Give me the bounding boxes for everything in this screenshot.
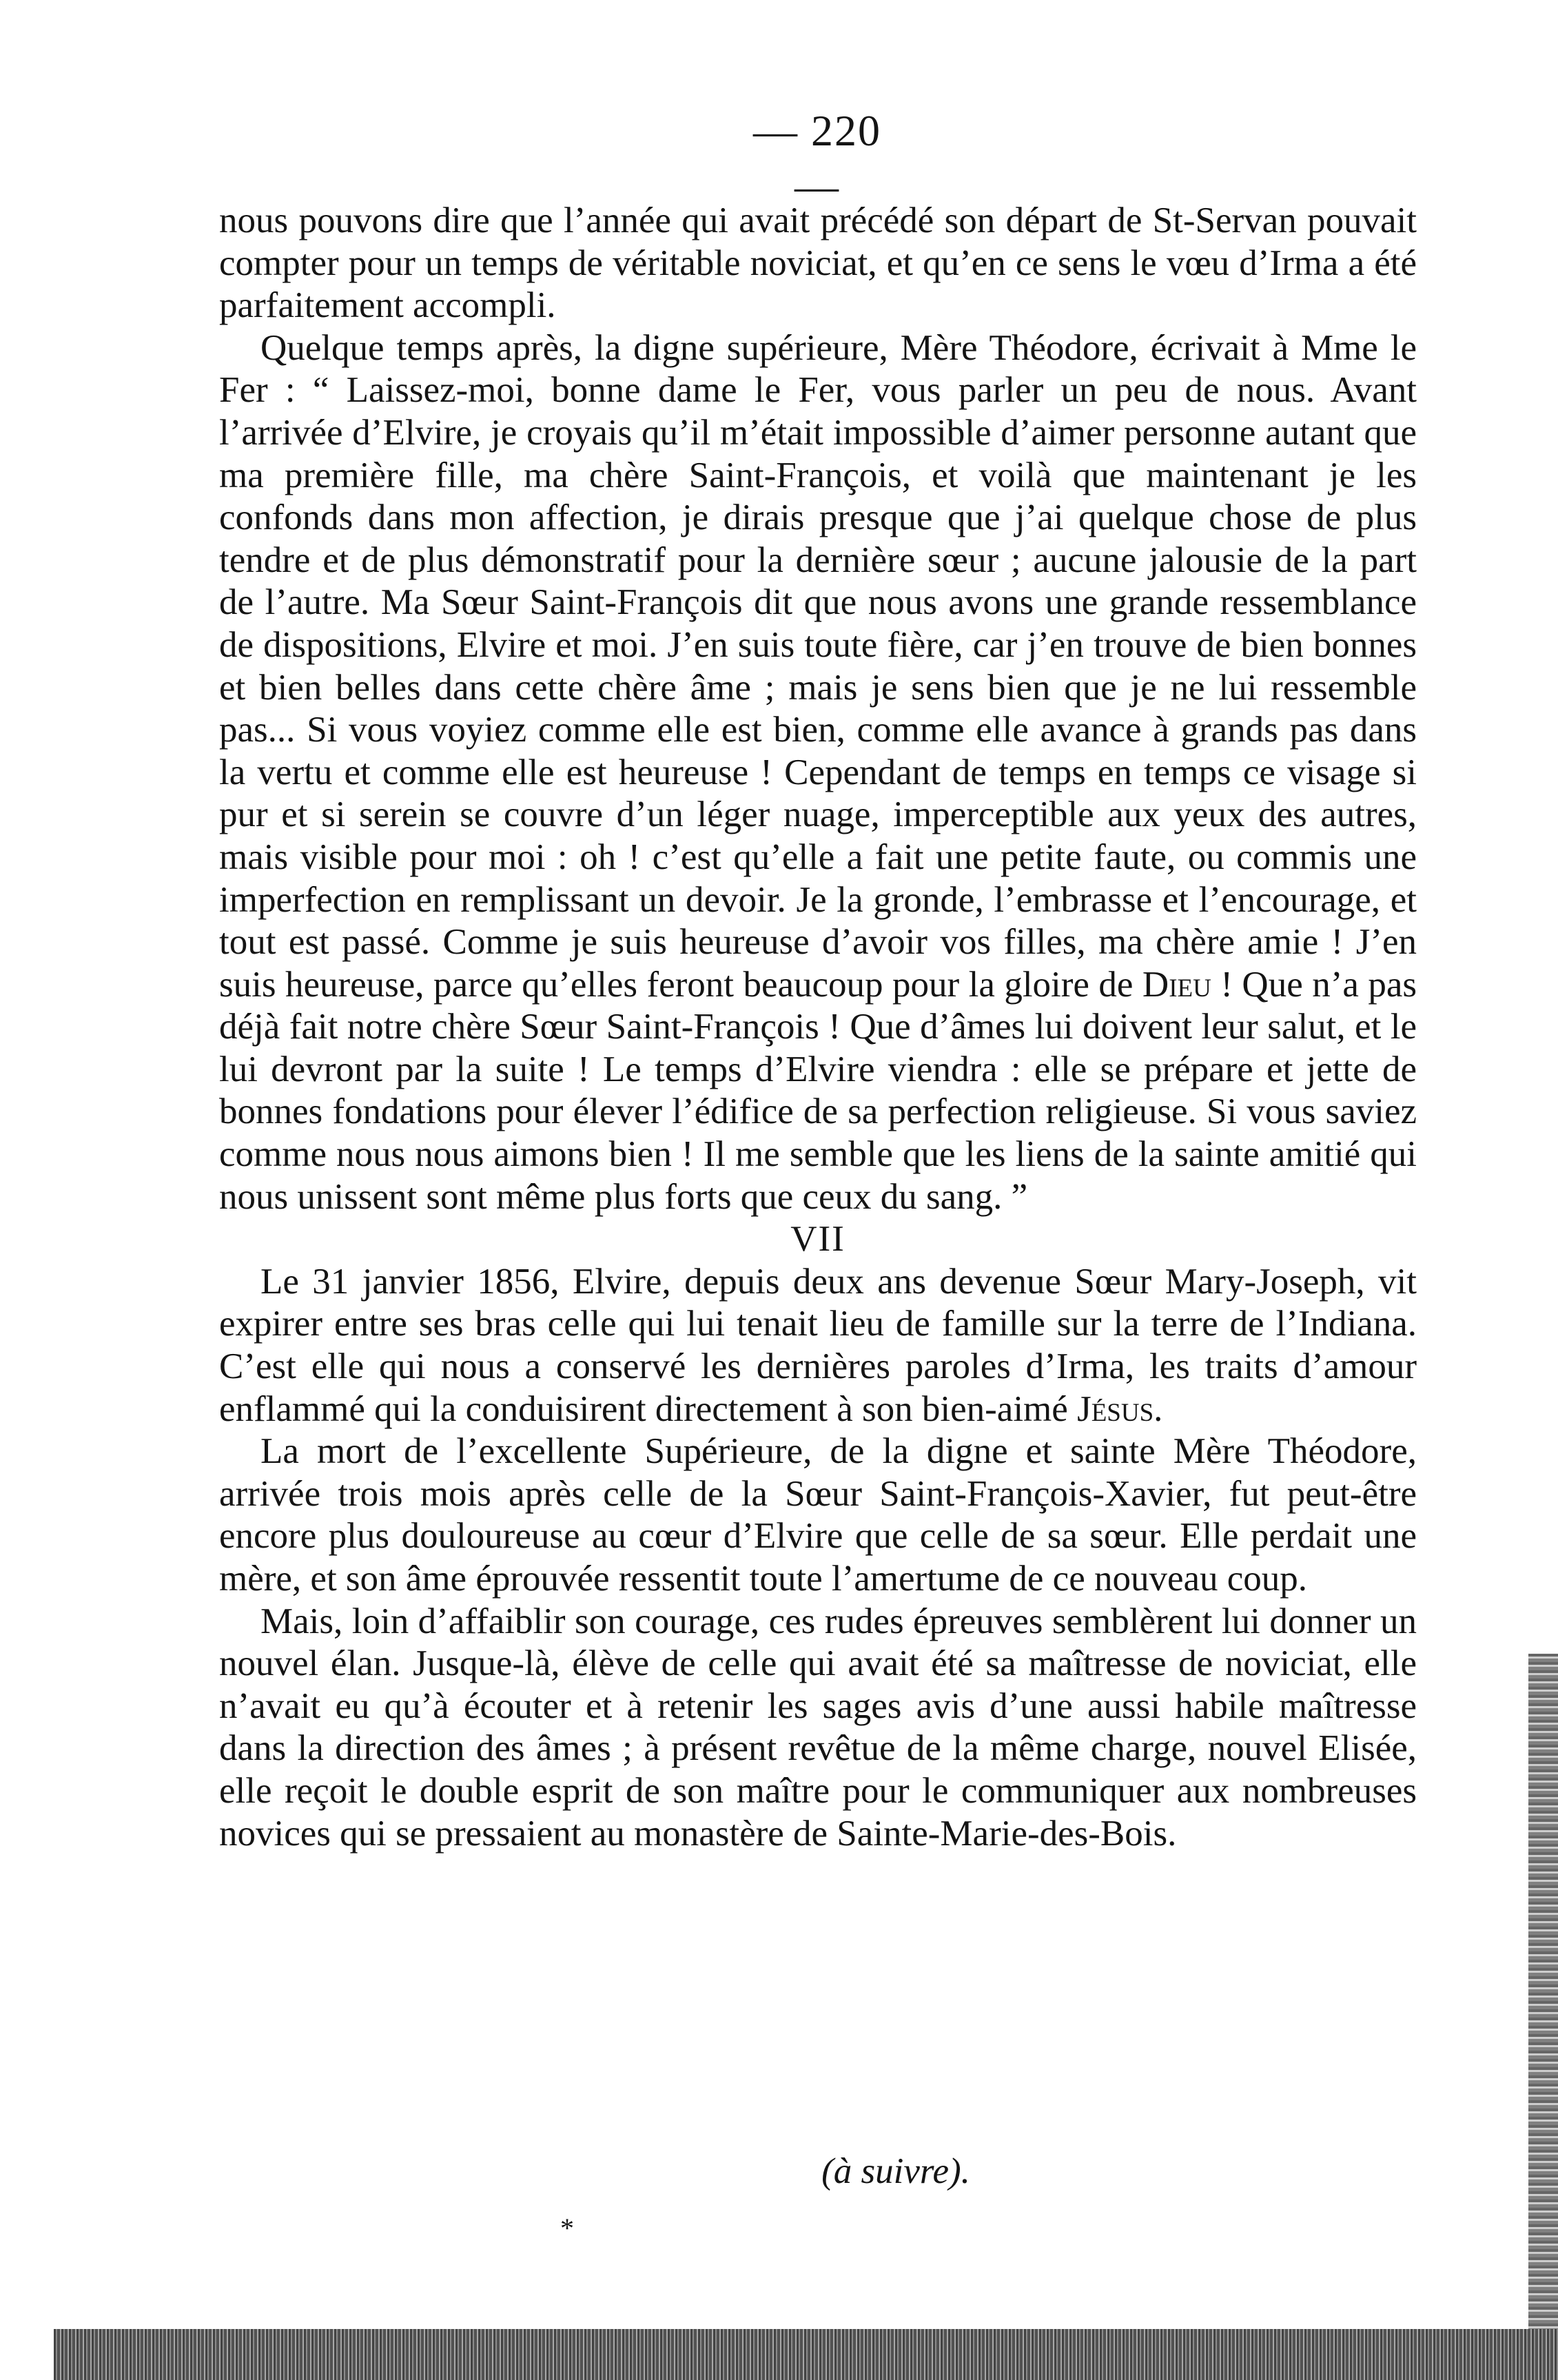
section-1-text: Le 31 janvier 1856, Elvire, depuis deux ans devenue Sœur Mary-Joseph, vit expirer entre ses bras celle qui lui tenait lieu de famille sur la terre de l’Indiana. C’est elle qui nous a conservé les dernières paroles d’Irma, les traits d’amour enflammé qui la conduisirent directement à son bien-aimé	[219, 1261, 1417, 1429]
paragraph-letter	[219, 327, 1417, 1218]
letter-text-end: ! Que n’a pas déjà fait notre chère Sœur Saint-François ! Que d’âmes lui doivent leur salut, et le lui devront par la suite ! Le temps d’Elvire viendra : elle se prépare et jette de bonnes fondations pour élever l’édifice de sa perfection religieuse. Si vous saviez comme nous nous aimons bien ! Il me semble que les liens de la sainte amitié qui nous unissent sont même plus forts que ceux du sang. ”	[219, 964, 1417, 1217]
ornament-mark: *	[560, 2213, 574, 2244]
section-heading: VII	[790, 1219, 845, 1260]
jesus-smallcaps: Jésus	[1077, 1388, 1154, 1429]
paragraph-section-1: Le 31 janvier 1856, Elvire, depuis deux ans devenue Sœur Mary-Joseph, vit expirer entre ses bras celle qui lui tenait lieu de famille sur la terre de l’Indiana. C’est elle qui nous a conservé les dernières paroles d’Irma, les traits d’amour enflammé qui la conduisirent directement à son bien-aimé Jésus.	[219, 1261, 1417, 1429]
paragraph-section-2: La mort de l’excellente Supérieure, de la digne et sainte Mère Théodore, arrivée trois mois après celle de la Sœur Saint-François-Xavier, fut peut-être encore plus douloureuse au cœur d’Elvire que celle de sa sœur. Elle perdait une mère, et son âme éprouvée ressentit toute l’amertume de ce nouveau coup.	[219, 1431, 1417, 1599]
continued-note: (à suivre).	[821, 2151, 970, 2191]
body-text	[219, 200, 1417, 1855]
dieu-smallcaps: Dieu	[1142, 964, 1211, 1005]
page-number: — 220 —	[753, 106, 881, 210]
letter-text: Quelque temps après, la digne supérieure, Mère Théodore, écrivait à Mme le Fer : “ Laissez-moi, bonne dame le Fer, vous parler un peu de nous. Avant l’arrivée d’Elvire, je croyais qu’il m’était impossible d’aimer personne autant que ma première fille, ma chère Saint-François, et voilà que maintenant je les confonds dans mon affection, je dirais presque que j’ai quelque chose de plus tendre et de plus démonstratif pour la dernière sœur ; aucune jalousie de la part de l’autre. Ma Sœur Saint-François dit que nous avons une grande ressemblance de dispositions, Elvire et moi. J’en suis toute fière, car j’en trouve de bien bonnes et bien belles dans cette chère âme ; mais je sens bien que je ne lui ressemble pas... Si vous voyiez comme elle est bien, comme elle avance à grands pas dans la vertu et comme elle est heureuse ! Cependant de temps en temps ce visage si pur et si serein se couvre d’un léger nuage, imperceptible aux yeux des autres, mais visible pour moi : oh ! c’est qu’elle a fait une petite faute, ou commis une imperfection en remplissant un devoir. Je la gronde, l’embrasse et l’encourage, et tout est passé. Comme je suis heureuse d’avoir vos filles, ma chère amie ! J’en suis heureuse, parce qu’elles feront beaucoup pour la gloire de	[219, 327, 1417, 1005]
paragraph-continuation: nous pouvons dire que l’année qui avait précédé son départ de St-Servan pouvait compter pour un temps de véritable noviciat, et qu’en ce sens le vœu d’Irma a été parfaitement accompli.	[219, 201, 1417, 326]
scan-right-edge	[1528, 1654, 1558, 2329]
scan-bottom-edge	[54, 2329, 1558, 2380]
paragraph-section-3: Mais, loin d’affaiblir son courage, ces rudes épreuves semblèrent lui donner un nouvel élan. Jusque-là, élève de celle qui avait été sa maîtresse de noviciat, elle n’avait eu qu’à écouter et à retenir les sages avis d’une aussi habile maîtresse dans la direction des âmes ; à présent revêtue de la même charge, nouvel Elisée, elle reçoit le double esprit de son maître pour le communiquer aux nombreuses novices qui se pressaient au monastère de Sainte-Marie-des-Bois.	[219, 1601, 1417, 1854]
